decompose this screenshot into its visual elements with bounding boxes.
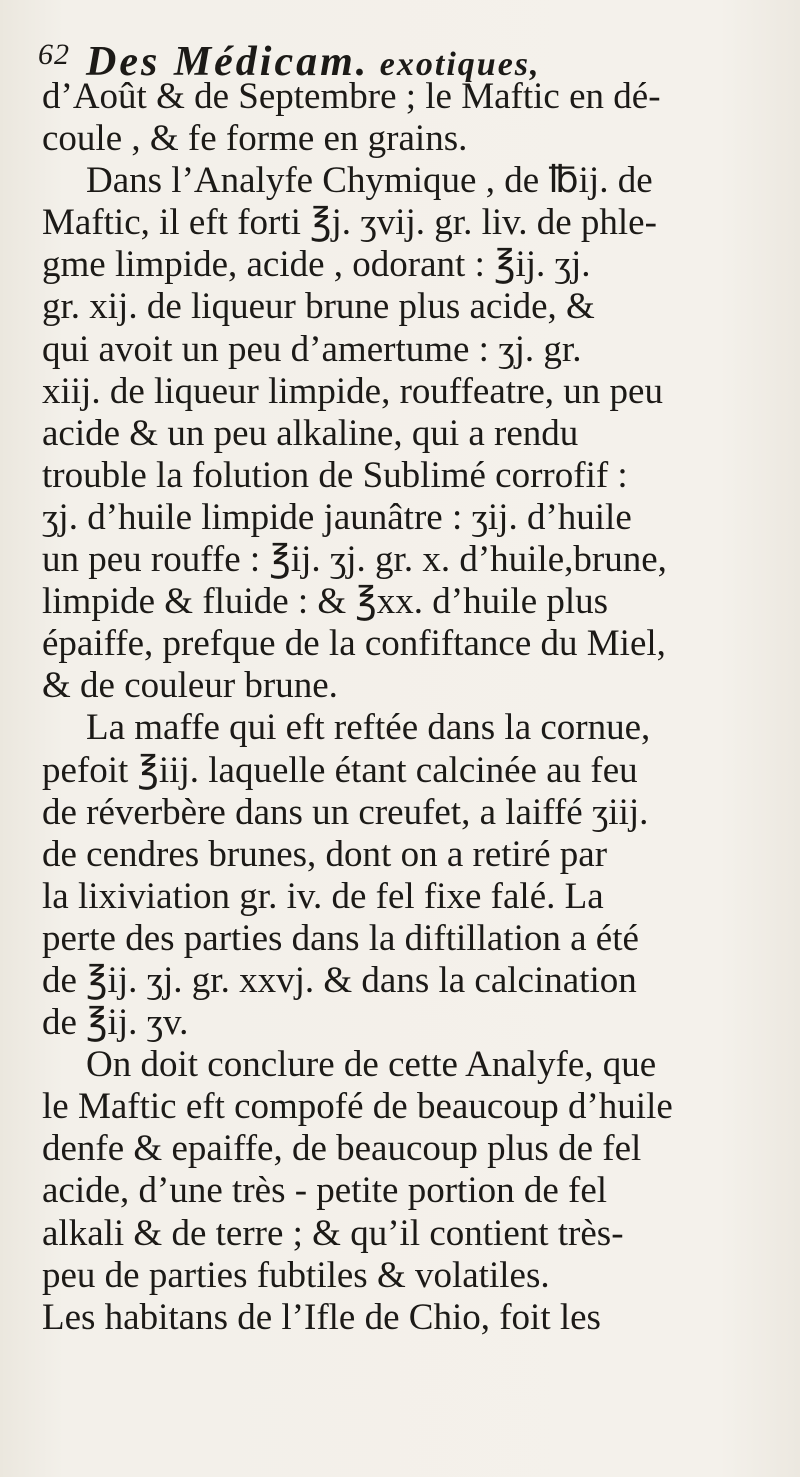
text-line: alkali & de terre ; & qu’il contient très- bbox=[42, 1212, 624, 1254]
text-line: Maftic, il eft forti ℥j. ʒvij. gr. liv. de phle- bbox=[42, 202, 657, 244]
text-line: le Maftic eft compofé de beaucoup d’huile bbox=[42, 1086, 673, 1128]
text-line: pefoit ℥iij. laquelle étant calcinée au feu bbox=[42, 749, 638, 791]
text-line: un peu rouffe : ℥ij. ʒj. gr. x. d’huile,brune, bbox=[42, 539, 667, 581]
text-line: acide, d’une très - petite portion de fel bbox=[42, 1170, 608, 1212]
body-text bbox=[42, 76, 777, 1339]
text-line: qui avoit un peu d’amertume : ʒj. gr. bbox=[42, 328, 582, 370]
text-line: de ℥ij. ʒj. gr. xxvj. & dans la calcination bbox=[42, 959, 637, 1001]
text-line: gr. xij. de liqueur brune plus acide, & bbox=[42, 286, 595, 328]
text-line: de réverbère dans un creufet, a laiffé ʒiij. bbox=[42, 791, 649, 833]
text-line: coule , & fe forme en grains. bbox=[42, 118, 468, 160]
text-line: limpide & fluide : & ℥xx. d’huile plus bbox=[42, 581, 609, 623]
text-line: Les habitans de l’Ifle de Chio, foit les bbox=[42, 1296, 601, 1338]
text-line: ʒj. d’huile limpide jaunâtre : ʒij. d’huile bbox=[42, 496, 632, 538]
text-line: perte des parties dans la diftillation a été bbox=[42, 917, 639, 959]
page-number: 62 bbox=[38, 38, 70, 71]
text-line: & de couleur brune. bbox=[42, 665, 338, 707]
text-line: xiij. de liqueur limpide, rouffeatre, un peu bbox=[42, 370, 663, 412]
text-line: de cendres brunes, dont on a retiré par bbox=[42, 833, 608, 875]
paragraph-start-line: La maffe qui eft reftée dans la cornue, bbox=[86, 707, 651, 749]
text-line: denfe & epaiffe, de beaucoup plus de fel bbox=[42, 1128, 642, 1170]
text-line: de ℥ij. ʒv. bbox=[42, 1002, 189, 1044]
running-title-rest: exotiques, bbox=[369, 46, 541, 83]
paragraph-start-line: Dans l’Analyfe Chymique , de ℔ij. de bbox=[86, 160, 653, 202]
running-title-main: Des Médicam. bbox=[86, 39, 370, 85]
text-line: gme limpide, acide , odorant : ℥ij. ʒj. bbox=[42, 244, 591, 286]
paragraph-start-line: On doit conclure de cette Analyfe, que bbox=[86, 1044, 657, 1086]
text-line: trouble la folution de Sublimé corrofif : bbox=[42, 454, 628, 496]
text-line: épaiffe, prefque de la confiftance du Miel, bbox=[42, 623, 666, 665]
text-line: acide & un peu alkaline, qui a rendu bbox=[42, 412, 579, 454]
text-line: peu de parties fubtiles & volatiles. bbox=[42, 1254, 550, 1296]
text-line: d’Août & de Septembre ; le Maftic en dé- bbox=[42, 76, 661, 117]
text-line: la lixiviation gr. iv. de fel fixe falé. La bbox=[42, 875, 604, 917]
